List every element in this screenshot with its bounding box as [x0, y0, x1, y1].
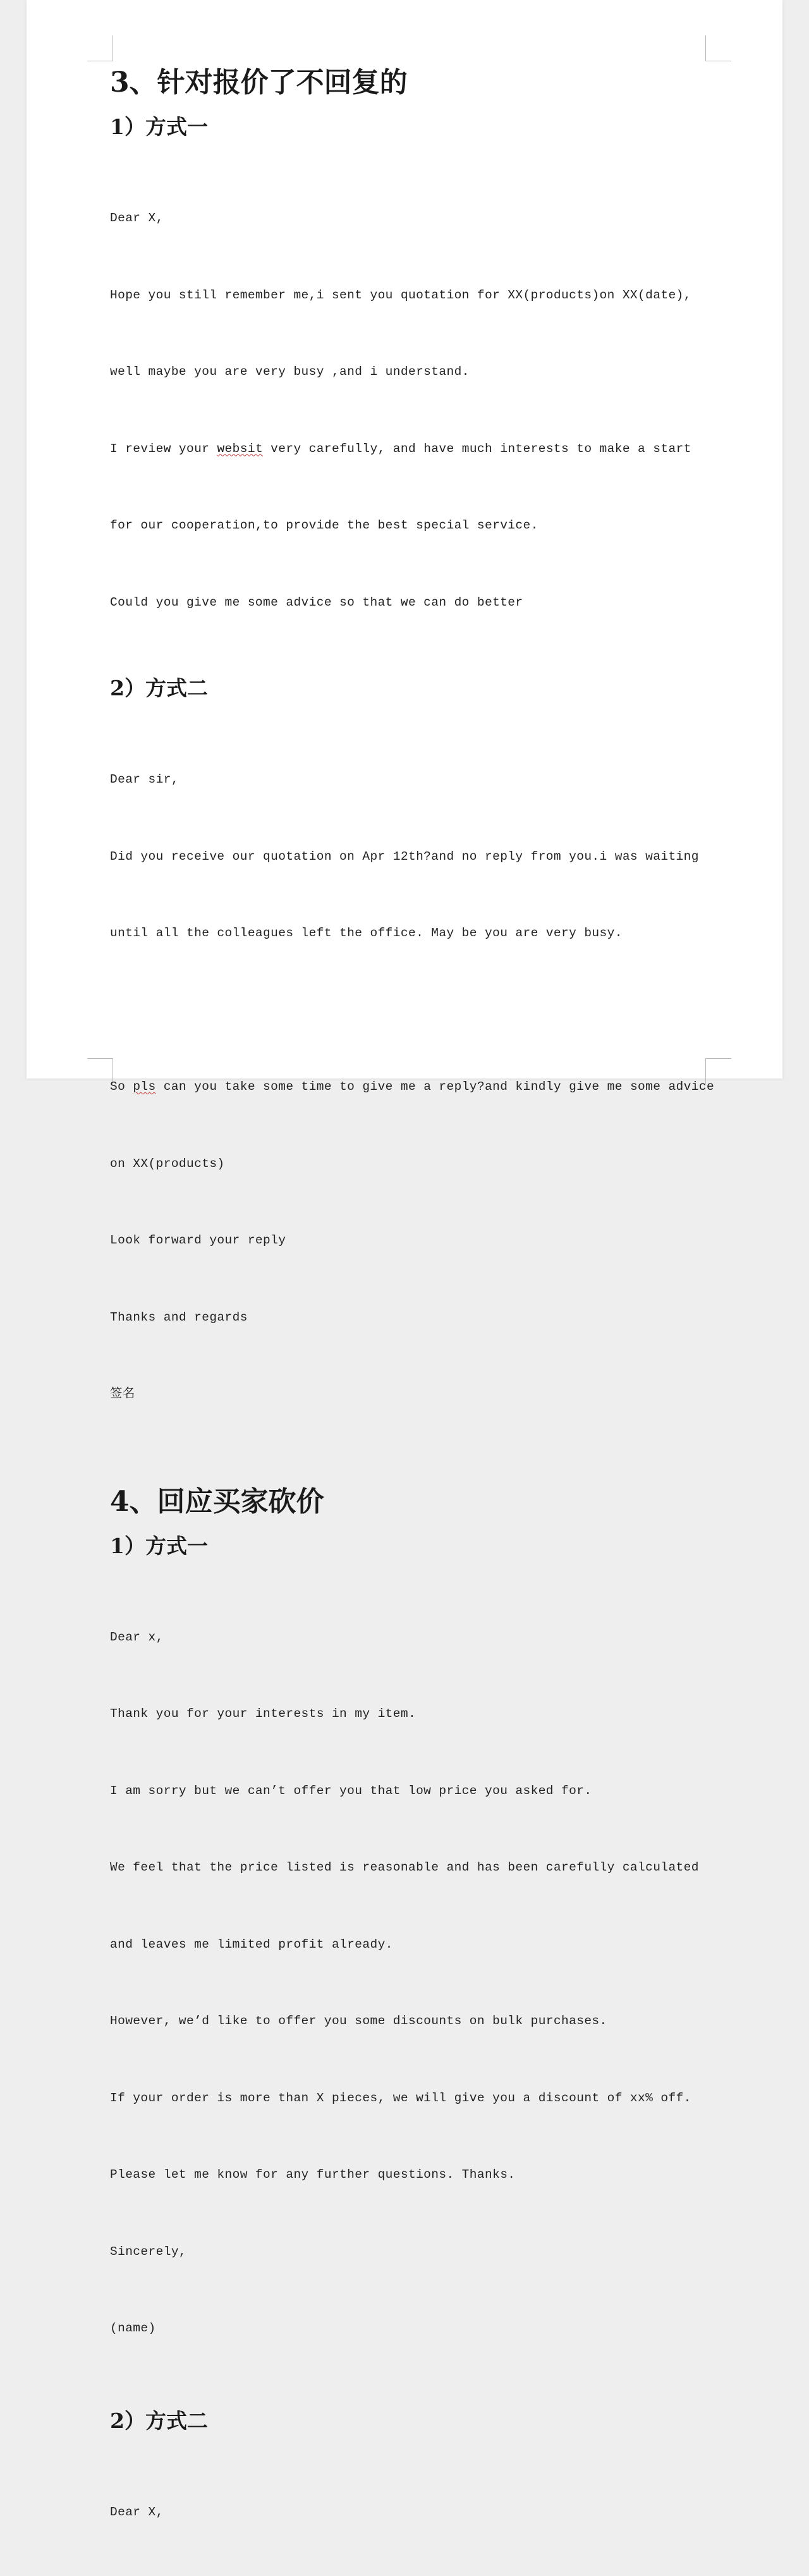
page-corner-mark-top-left: [87, 35, 113, 61]
text-line: So pls can you take some time to give me a reply?and kindly give me some advice: [110, 1074, 729, 1100]
text-line: Dear X,: [110, 2500, 729, 2525]
text-line: for our cooperation,to provide the best special service.: [110, 513, 729, 539]
text-line: until all the colleagues left the office. May be you are very busy.: [110, 920, 729, 946]
text-line: We feel that the price listed is reasonable and has been carefully calculated: [110, 1855, 729, 1881]
text-line: If your order is more than X pieces, we will give you a discount of xx% off.: [110, 2085, 729, 2111]
text-line: on XX(products): [110, 1151, 729, 1177]
page-corner-mark-bottom-left: [87, 1058, 113, 1084]
text-line: I am sorry but we can’t offer you that low price you asked for.: [110, 1778, 729, 1804]
signature-line: 签名: [110, 1381, 729, 1407]
method-heading: 1）方式一: [110, 111, 729, 143]
text-line: Dear X,: [110, 205, 729, 231]
document-body: [110, 62, 729, 2576]
text-line: and leaves me limited profit already.: [110, 1932, 729, 1958]
text-line: I review your websit very carefully, and have much interests to make a start: [110, 436, 729, 462]
text-line: Thanks and regards: [110, 1305, 729, 1331]
method-heading: 1）方式一: [110, 1530, 729, 1562]
section-heading: 4、回应买家砍价: [110, 1481, 729, 1523]
email-template: [110, 154, 729, 666]
email-template: [110, 716, 729, 1458]
spellcheck-mark: websit: [217, 442, 263, 456]
text-line: Sincerely,: [110, 2239, 729, 2265]
text-line: Dear x,: [110, 1625, 729, 1651]
text-line: Please let me know for any further questions. Thanks.: [110, 2162, 729, 2188]
text-line: However, we’d like to offer you some discounts on bulk purchases.: [110, 2008, 729, 2034]
text-line: well maybe you are very busy ,and i understand.: [110, 359, 729, 385]
page-corner-mark-top-right: [705, 35, 731, 61]
text-line: Did you receive our quotation on Apr 12th?and no reply from you.i was waiting: [110, 844, 729, 870]
method-heading: 2）方式二: [110, 2405, 729, 2437]
text-line: Hope you still remember me,i sent you quotation for XX(products)on XX(date),: [110, 283, 729, 308]
text-line: Look forward your reply: [110, 1228, 729, 1254]
spellcheck-mark: pls: [133, 1080, 155, 1094]
text-line: Thank you for your interests in my item.: [110, 1701, 729, 1727]
document-page: [27, 0, 782, 1078]
section-heading: 3、针对报价了不回复的: [110, 62, 729, 104]
email-template: [110, 2448, 729, 2576]
text-line: Dear sir,: [110, 767, 729, 793]
blank-line: [110, 998, 729, 1023]
method-heading: 2）方式二: [110, 673, 729, 704]
text-line: Could you give me some advice so that we can do better: [110, 590, 729, 616]
email-template: [110, 1573, 729, 2393]
text-line: (name): [110, 2316, 729, 2341]
